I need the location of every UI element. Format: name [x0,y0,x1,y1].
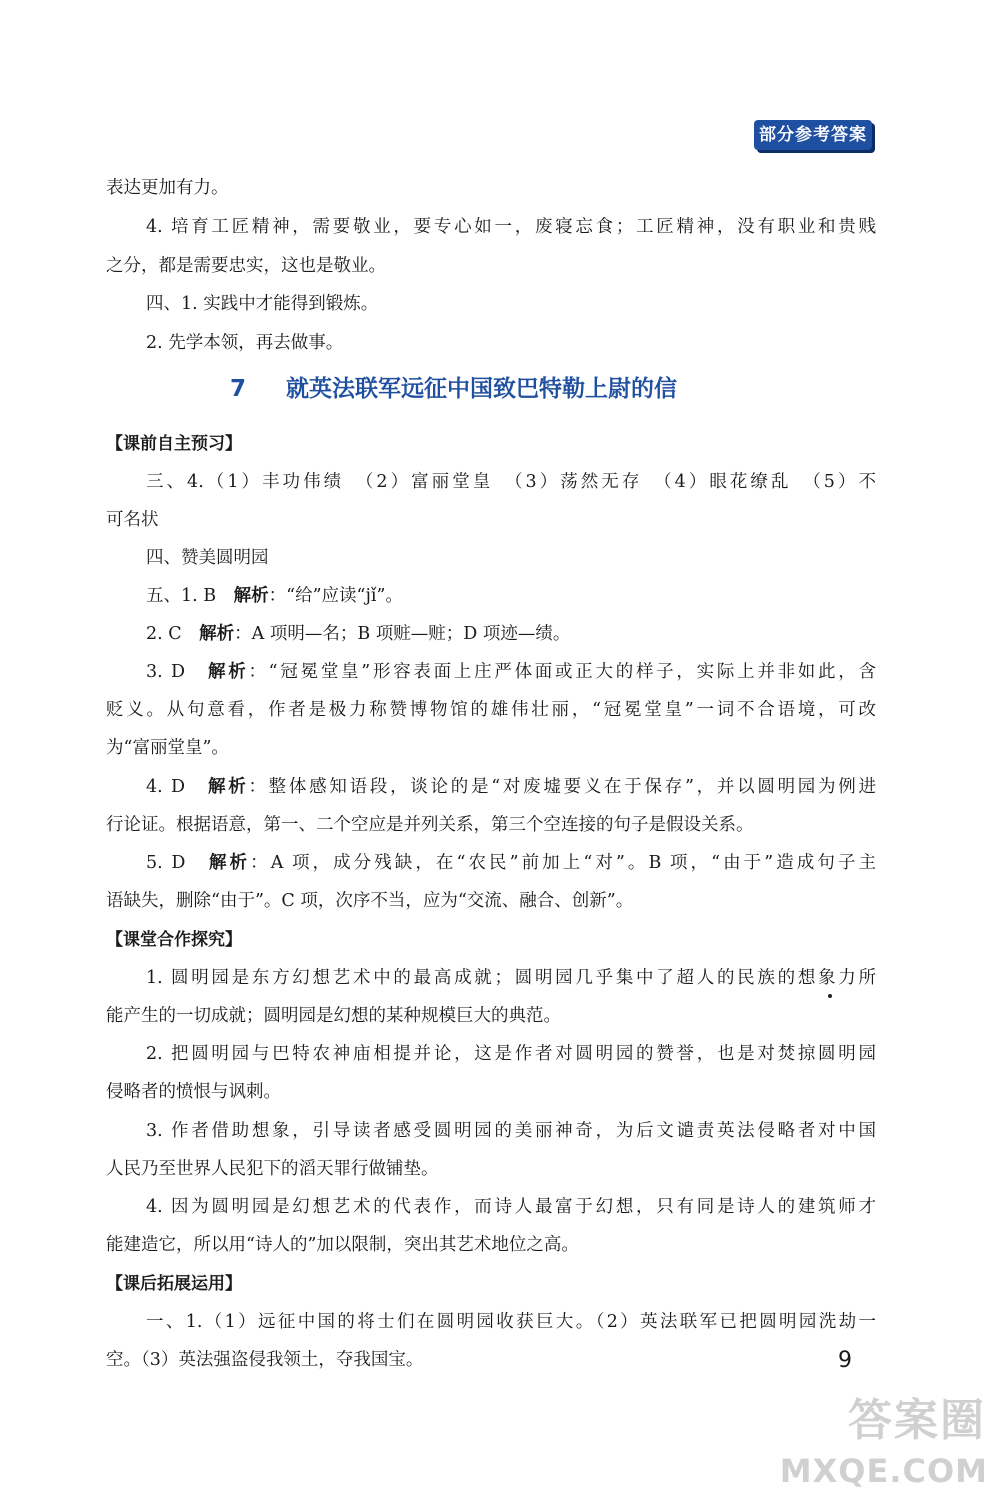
text-line: 侵略者的愤恨与讽刺。 [106,1082,281,1102]
analysis-label: 解析 [207,662,249,682]
text-line: 能建造它，所以用“诗人的”加以限制，突出其艺术地位之高。 [106,1235,579,1255]
analysis-label: 解析 [207,777,249,797]
watermark-logo-text: 答案圈 [848,1395,986,1446]
answer-label: 5. D [146,853,209,873]
text-line: 四、1. 实践中才能得到锻炼。 [146,294,379,314]
answer-line [146,660,876,684]
text-line: 3. 作者借助想象，引导读者感受圆明园的美丽神奇，为后文谴责英法侵略者对中国 [146,1121,876,1141]
answer-line [146,851,876,875]
answer-text: ：A 项明—名；B 项赃—赃；D 项迹—绩。 [234,624,571,644]
watermark [779,1376,1000,1506]
answer-text: ：“给”应读“jǐ”。 [268,586,403,606]
stray-dot [828,994,832,998]
text-line: 三、4.（1）丰功伟绩 （2）富丽堂皇 （3）荡然无存 （4）眼花缭乱 （5）不 [146,472,876,492]
answer-line [146,622,916,646]
text-line: 2. 把圆明园与巴特农神庙相提并论，这是作者对圆明园的赞誉，也是对焚掠圆明园 [146,1044,876,1064]
analysis-label: 解析 [233,586,269,606]
answer-label: 2. C [146,624,200,644]
section-badge: 部分参考答案 [754,120,872,150]
text-line: 4. 培育工匠精神，需要敬业，要专心如一，废寝忘食；工匠精神，没有职业和贵贱 [146,217,876,237]
page-number: 9 [838,1348,852,1373]
section-heading-classroom: 【课堂合作探究】 [106,930,242,950]
chapter-title [230,372,790,406]
text-line: 一、1.（1）远征中国的将士们在圆明园收获巨大。（2）英法联军已把圆明园洗劫一 [146,1312,876,1332]
section-heading-preview: 【课前自主预习】 [106,434,242,454]
watermark-url: MXQE.COM [779,1452,988,1490]
answer-label: 4. D [146,777,208,797]
text-line: 4. 因为圆明园是幻想艺术的代表作，而诗人最富于幻想，只有同是诗人的建筑师才 [146,1197,876,1217]
text-line: 2. 先学本领，再去做事。 [146,333,344,353]
text-line: 行论证。根据语意，第一、二个空应是并列关系，第三个空连接的句子是假设关系。 [106,815,754,835]
text-line: 为“富丽堂皇”。 [106,738,229,758]
analysis-label: 解析 [199,624,235,644]
text-line: 空。（3）英法强盗侵我领土，夺我国宝。 [106,1350,424,1370]
chapter-number: 7 [230,376,247,402]
chapter-title-text: 就英法联军远征中国致巴特勒上尉的信 [286,376,677,402]
text-line: 人民乃至世界人民犯下的滔天罪行做铺垫。 [106,1159,439,1179]
answer-line [146,584,916,608]
section-heading-extension: 【课后拓展运用】 [106,1274,242,1294]
text-line: 能产生的一切成就；圆明园是幻想的某种规模巨大的典范。 [106,1006,561,1026]
answer-line [146,775,876,799]
answer-text: ：A 项，成分残缺，在“农民”前加上“对”。B 项，“由于”造成句子主 [250,853,876,873]
answer-text: ：“冠冕堂皇”形容表面上庄严体面或正大的样子，实际上并非如此，含 [248,662,876,682]
text-line: 可名状 [106,510,159,530]
answer-text: ：整体感知语段，谈论的是“对废墟要义在于保存”，并以圆明园为例进 [248,777,876,797]
text-line: 表达更加有力。 [106,178,229,198]
text-line: 1. 圆明园是东方幻想艺术中的最高成就；圆明园几乎集中了超人的民族的想象力所 [146,968,876,988]
text-line: 贬义。从句意看，作者是极力称赞博物馆的雄伟壮丽，“冠冕堂皇”一词不合语境，可改 [106,700,876,720]
text-line: 四、赞美圆明园 [146,548,269,568]
answer-label: 3. D [146,662,208,682]
text-line: 之分，都是需要忠实，这也是敬业。 [106,256,386,276]
analysis-label: 解析 [208,853,251,873]
text-line: 语缺失，删除“由于”。C 项，次序不当，应为“交流、融合、创新”。 [106,891,634,911]
answer-label: 五、1. B [146,586,234,606]
